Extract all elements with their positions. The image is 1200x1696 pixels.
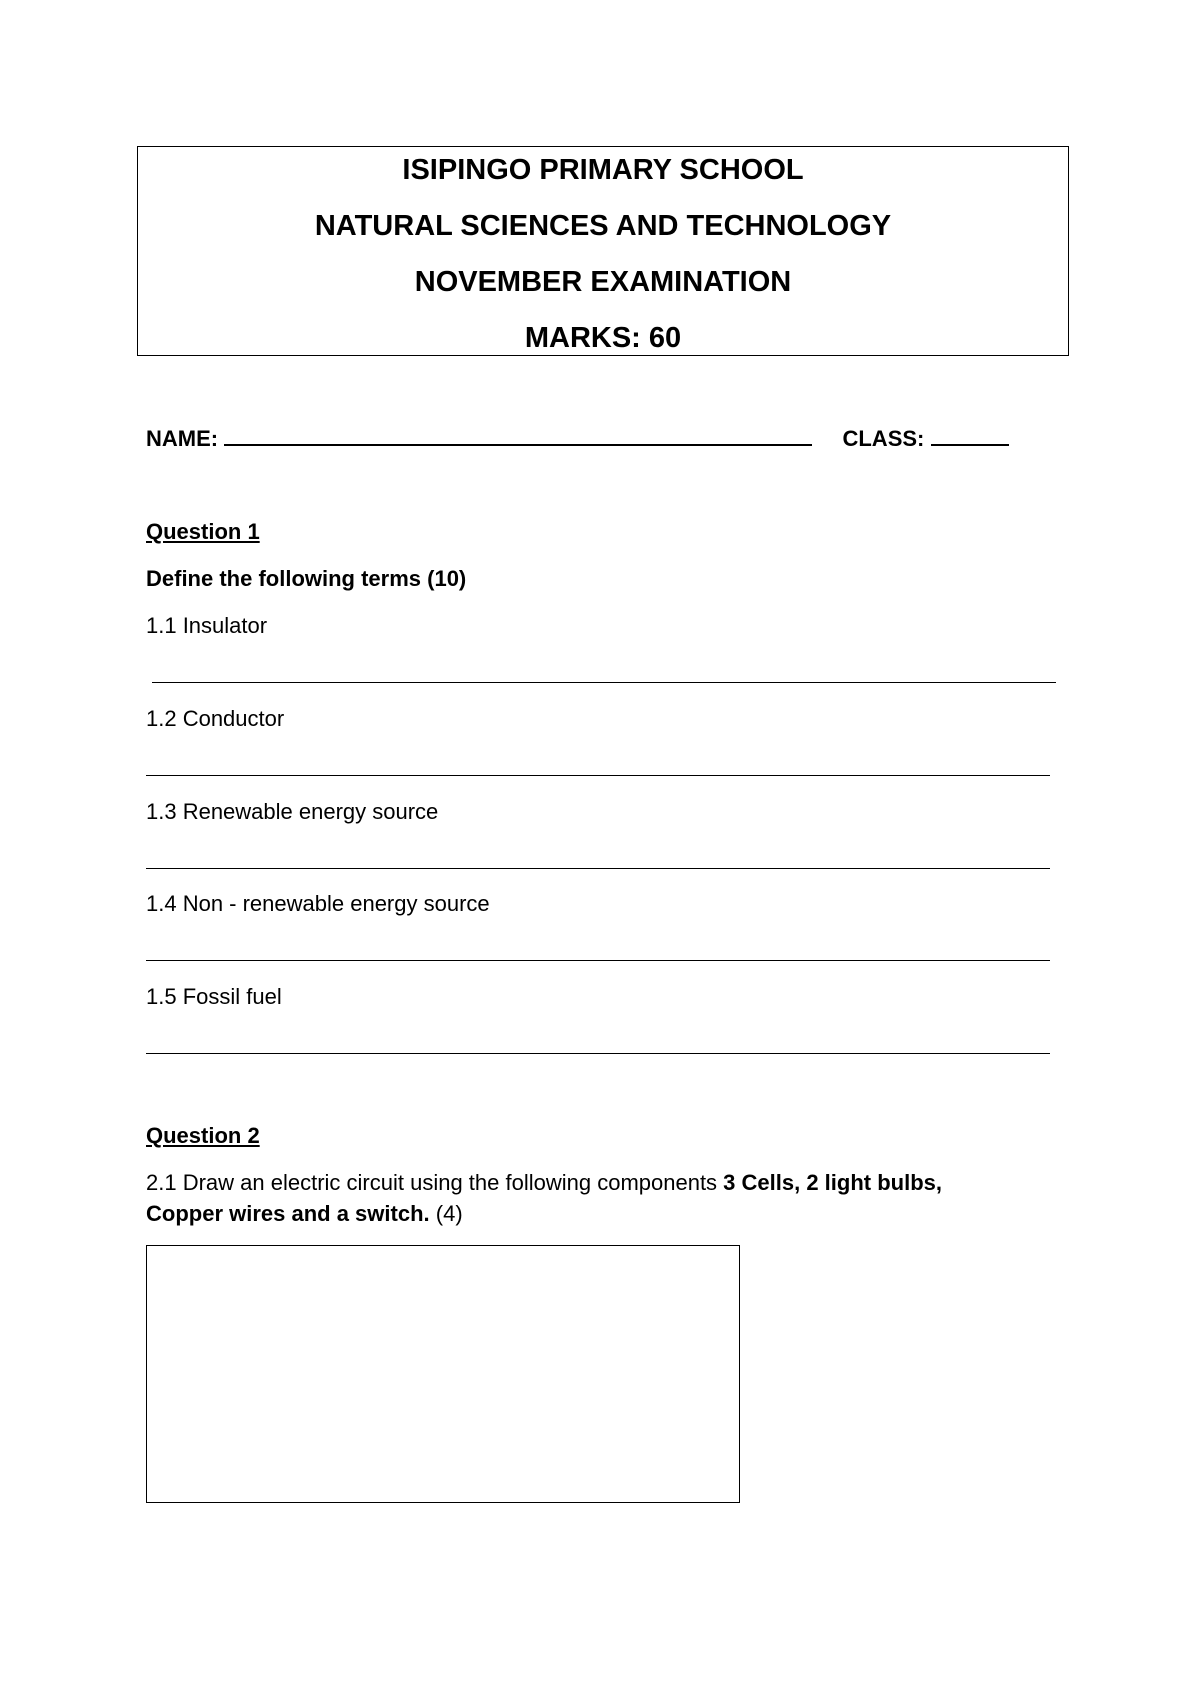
answer-line-1-1[interactable] [152,682,1056,683]
question-2-1-components-1: 3 Cells, 2 light bulbs, [723,1170,942,1195]
question-1-heading: Question 1 [146,519,260,544]
answer-line-1-2[interactable] [146,775,1050,776]
class-blank[interactable] [931,426,1009,446]
question-2-1-prompt-line-1 [146,1168,942,1198]
circuit-drawing-box[interactable] [146,1245,740,1503]
question-item-1-4: 1.4 Non - renewable energy source [146,891,490,916]
total-marks: MARKS: 60 [524,322,682,354]
question-2-heading: Question 2 [146,1123,260,1148]
answer-line-1-4[interactable] [146,960,1050,961]
question-2-1-marks: (4) [429,1201,463,1226]
answer-line-1-3[interactable] [146,868,1050,869]
question-item-1-5: 1.5 Fossil fuel [146,984,282,1009]
exam-header-box [137,146,1069,356]
class-label: CLASS: [842,426,925,451]
name-label: NAME: [146,426,219,451]
name-blank[interactable] [224,426,812,446]
question-2-1-prompt-line-2 [146,1199,463,1229]
exam-title: NOVEMBER EXAMINATION [414,266,792,298]
question-item-1-2: 1.2 Conductor [146,706,285,731]
question-item-1-1: 1.1 Insulator [146,613,268,638]
question-1-instruction: Define the following terms (10) [146,566,467,591]
question-item-1-3: 1.3 Renewable energy source [146,799,439,824]
student-info-row [146,424,1009,454]
subject-title: NATURAL SCIENCES AND TECHNOLOGY [314,210,892,242]
school-name: ISIPINGO PRIMARY SCHOOL [402,154,804,186]
question-2-1-prompt-text: 2.1 Draw an electric circuit using the following components [146,1170,724,1195]
answer-line-1-5[interactable] [146,1053,1050,1054]
question-2-1-components-2: Copper wires and a switch. [146,1201,430,1226]
